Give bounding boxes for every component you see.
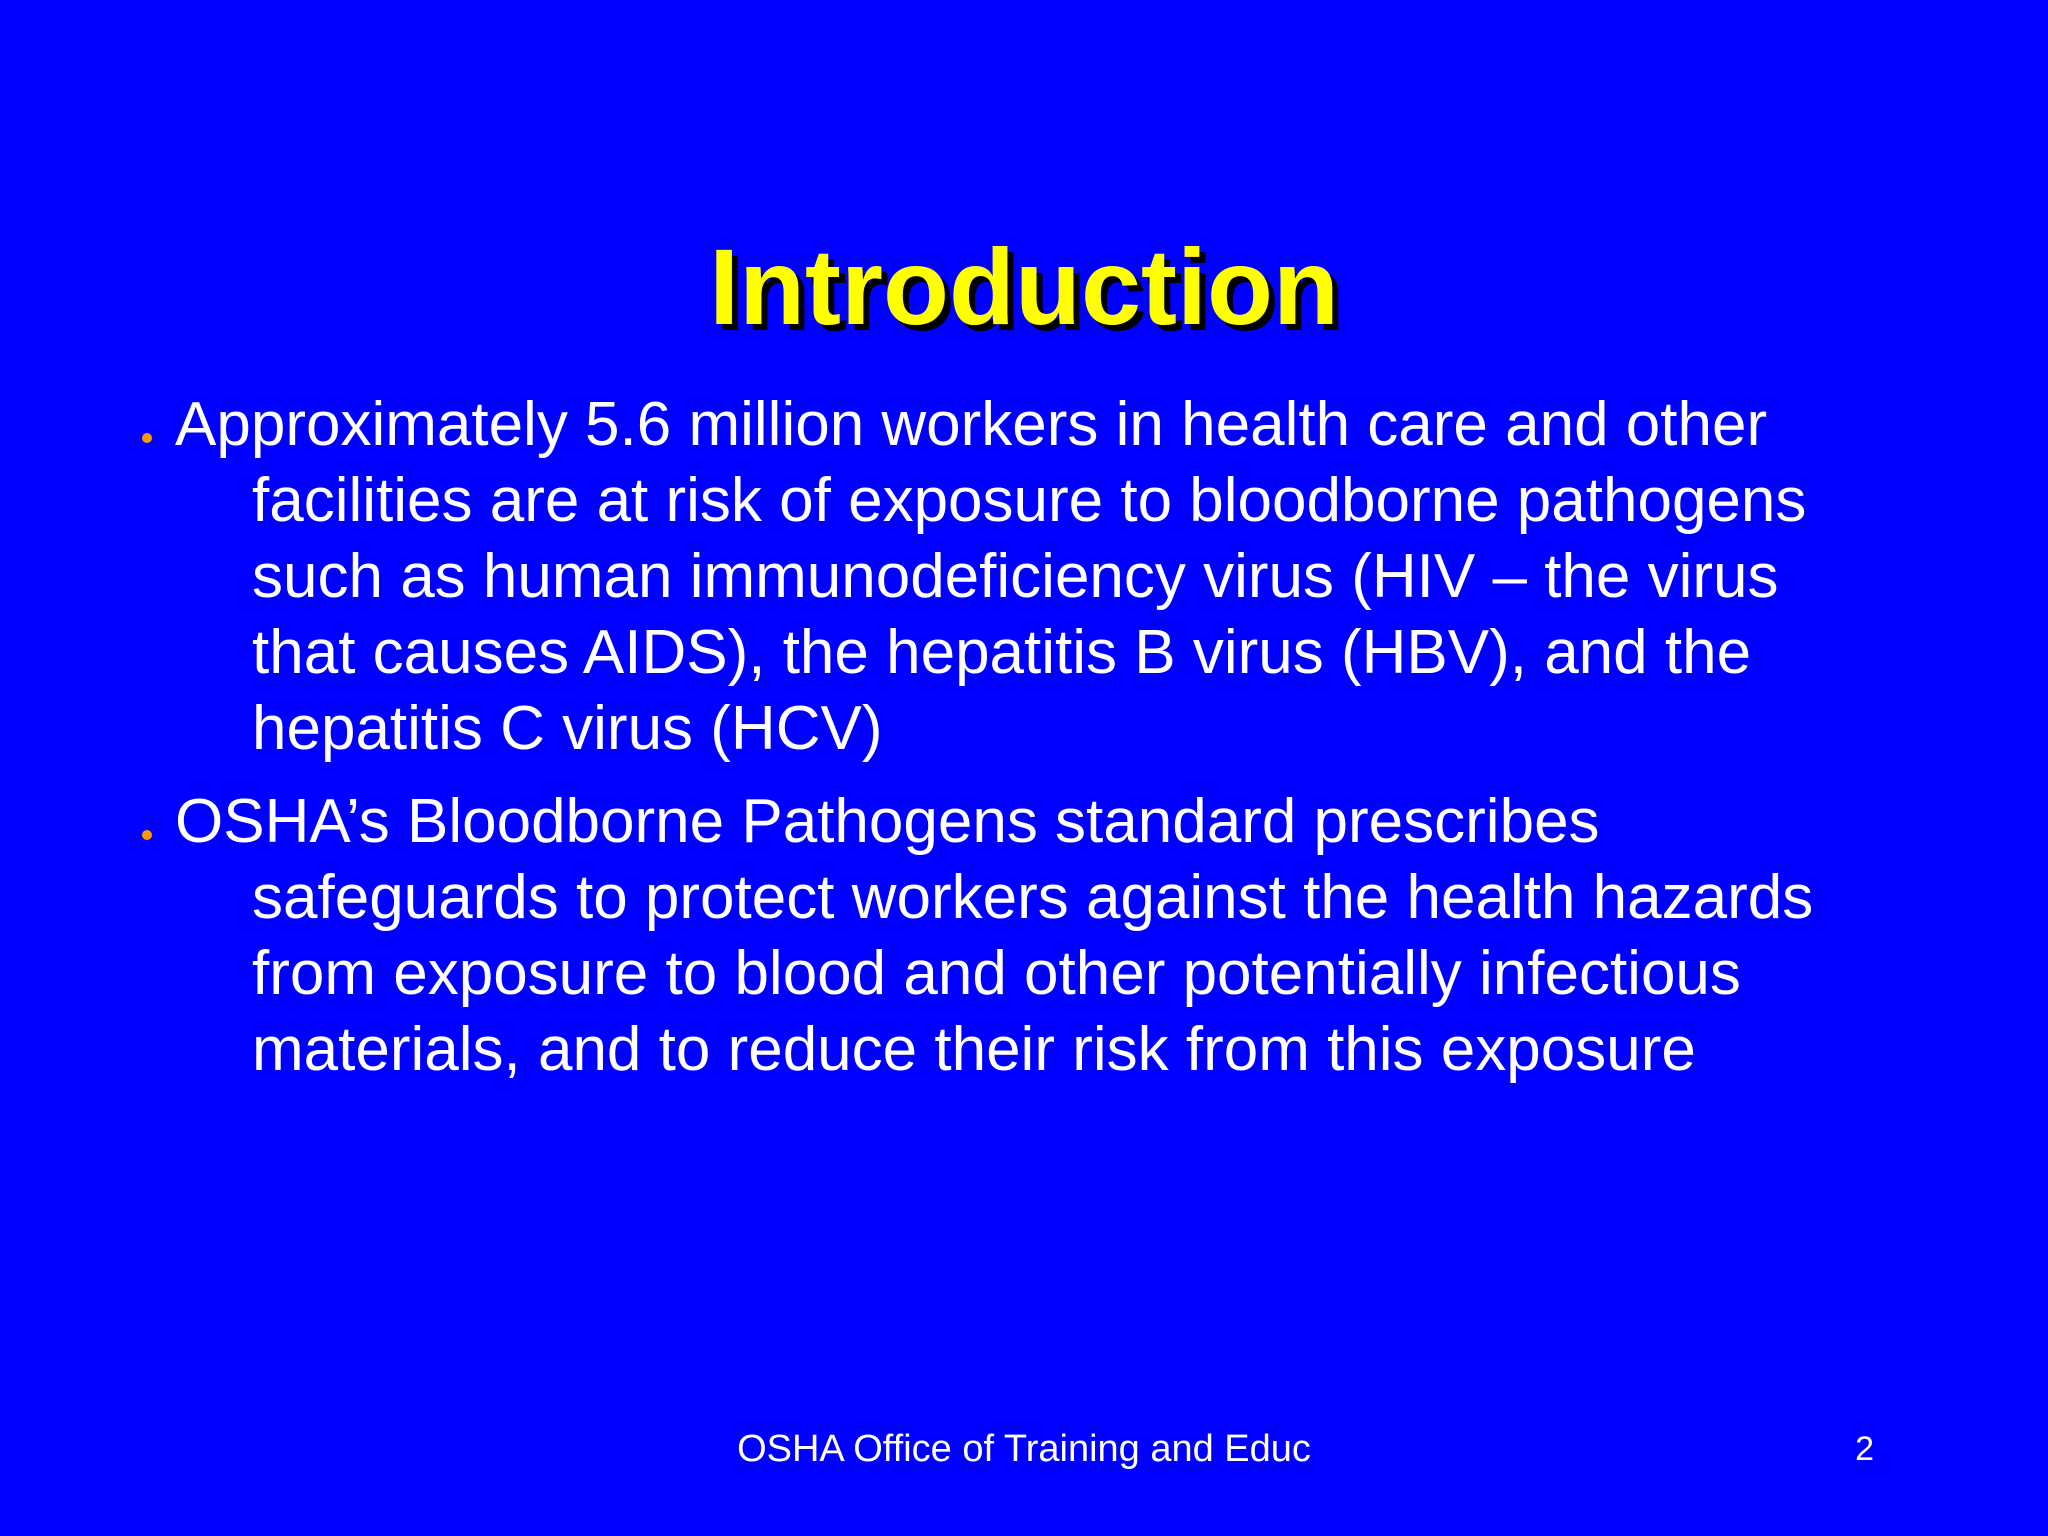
- footer-text: OSHA Office of Training and Educ: [737, 1428, 1311, 1470]
- bullet-text: Approximately 5.6 million workers in health care and other facilities are at risk of exposure to bloodborne pathogens such as human immunodeficiency virus (HIV – the virus that causes AIDS), the hepatitis B virus (HBV), and the hepatitis C virus (HCV): [175, 390, 1807, 763]
- bullet-text: OSHA’s Bloodborne Pathogens standard prescribes safeguards to protect workers against the health hazards from exposure to blood and other potentially infectious materials, and to reduce their risk from this exposure: [175, 787, 1814, 1084]
- bullet-dot-icon: [142, 830, 152, 840]
- slide-title: Introduction: [709, 226, 1339, 348]
- page-number: 2: [1855, 1430, 1874, 1468]
- bullet-dot-icon: [142, 433, 152, 443]
